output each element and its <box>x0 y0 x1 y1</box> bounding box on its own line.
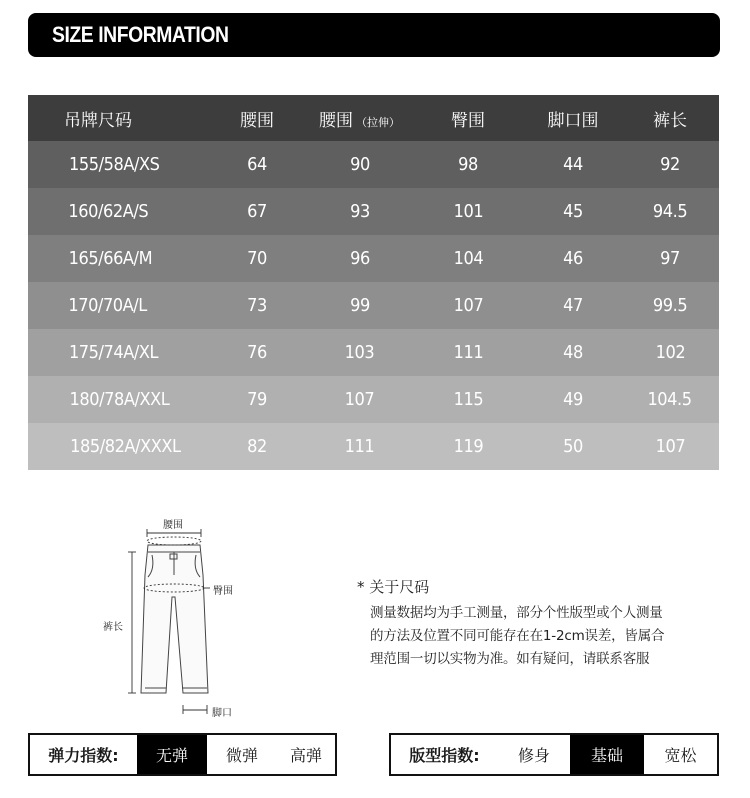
cell-value: 92 <box>660 154 680 175</box>
cell-value: 119 <box>453 436 483 457</box>
header-hip: 臀围 <box>451 110 485 131</box>
elasticity-index <box>28 733 337 776</box>
cell-value: 82 <box>247 436 267 457</box>
cell-value: 104.5 <box>647 389 693 410</box>
cell-value: 111 <box>453 342 483 363</box>
size-cell <box>28 282 206 329</box>
header-waist-stretched-label: 腰围 <box>319 110 353 131</box>
measure-cell <box>621 282 719 329</box>
measure-cell <box>411 423 525 470</box>
size-note <box>357 576 717 671</box>
measure-cell <box>308 376 411 423</box>
measure-cell <box>525 188 621 235</box>
cell-value: 47 <box>563 295 583 316</box>
fit-option-loose[interactable]: 宽松 <box>664 746 697 765</box>
measure-cell <box>206 423 308 470</box>
cell-value: 46 <box>563 248 583 269</box>
size-cell <box>28 329 206 376</box>
measure-cell <box>308 235 411 282</box>
cell-value: 96 <box>349 248 370 269</box>
fit-option-regular[interactable]: 基础 <box>570 735 644 774</box>
measure-cell <box>525 282 621 329</box>
note-line: 测量数据均为手工测量，部分个性版型或个人测量 <box>370 605 663 621</box>
cell-value: 175/74A/XL <box>68 342 159 363</box>
elasticity-option-slight[interactable]: 微弹 <box>225 746 258 765</box>
measure-cell <box>411 235 525 282</box>
page-title: SIZE INFORMATION <box>52 22 229 47</box>
cell-value: 165/66A/M <box>68 248 153 269</box>
size-cell <box>28 376 206 423</box>
cell-value: 67 <box>247 201 267 222</box>
cell-value: 93 <box>349 201 370 222</box>
measure-cell <box>206 282 308 329</box>
measure-cell <box>308 423 411 470</box>
cell-value: 104 <box>453 248 483 269</box>
fit-index <box>389 733 719 776</box>
cell-value: 50 <box>563 436 583 457</box>
cell-value: 98 <box>458 154 478 175</box>
size-cell <box>28 235 206 282</box>
note-body <box>357 602 717 671</box>
cell-value: 103 <box>344 342 375 363</box>
table-row <box>28 423 719 470</box>
cell-value: 115 <box>453 389 483 410</box>
hem-label: 脚口 <box>212 708 232 719</box>
fit-option-slim[interactable]: 修身 <box>517 746 550 765</box>
waist-label: 腰围 <box>163 520 183 531</box>
header-waist: 腰围 <box>240 110 274 131</box>
cell-value: 102 <box>655 342 685 363</box>
measure-cell <box>525 423 621 470</box>
elasticity-label: 弹力指数: <box>48 746 119 765</box>
pants-diagram-icon <box>95 515 245 720</box>
measure-cell <box>411 188 525 235</box>
measure-cell <box>411 141 525 188</box>
note-line: 理范围一切以实物为准。如有疑问，请联系客服 <box>370 651 650 667</box>
size-cell <box>28 423 206 470</box>
cell-value: 49 <box>563 389 583 410</box>
table-row <box>28 329 719 376</box>
size-cell <box>28 188 206 235</box>
table-row <box>28 235 719 282</box>
measure-cell <box>621 141 719 188</box>
measure-cell <box>525 329 621 376</box>
cell-value: 97 <box>660 248 680 269</box>
cell-value: 48 <box>563 342 583 363</box>
fit-label: 版型指数: <box>409 746 480 765</box>
measure-cell <box>621 329 719 376</box>
table-header-row <box>28 95 719 141</box>
cell-value: 170/70A/L <box>68 295 147 316</box>
cell-value: 90 <box>349 154 370 175</box>
measure-cell <box>525 235 621 282</box>
cell-value: 70 <box>247 248 267 269</box>
length-label: 裤长 <box>103 622 123 633</box>
table-row <box>28 188 719 235</box>
cell-value: 107 <box>453 295 483 316</box>
table-row <box>28 376 719 423</box>
header-length: 裤长 <box>653 110 687 131</box>
measure-cell <box>525 141 621 188</box>
cell-value: 79 <box>247 389 267 410</box>
size-cell <box>28 141 206 188</box>
measure-cell <box>525 376 621 423</box>
cell-value: 107 <box>655 436 685 457</box>
elasticity-option-none[interactable]: 无弹 <box>137 735 207 774</box>
cell-value: 160/62A/S <box>68 201 149 222</box>
cell-value: 76 <box>247 342 267 363</box>
cell-value: 99.5 <box>652 295 688 316</box>
measure-cell <box>206 376 308 423</box>
cell-value: 73 <box>247 295 267 316</box>
measure-cell <box>411 376 525 423</box>
measure-cell <box>308 282 411 329</box>
title-bar <box>28 13 720 57</box>
measure-cell <box>411 329 525 376</box>
measure-cell <box>621 188 719 235</box>
measure-cell <box>621 423 719 470</box>
cell-value: 107 <box>344 389 375 410</box>
hip-label: 臀围 <box>213 586 233 597</box>
measure-cell <box>206 329 308 376</box>
measure-cell <box>308 188 411 235</box>
table-row <box>28 282 719 329</box>
cell-value: 155/58A/XS <box>69 154 160 175</box>
measure-cell <box>308 141 411 188</box>
elasticity-option-high[interactable]: 高弹 <box>289 746 322 765</box>
cell-value: 185/82A/XXXL <box>70 436 181 457</box>
measure-cell <box>621 235 719 282</box>
cell-value: 64 <box>247 154 267 175</box>
cell-value: 99 <box>349 295 370 316</box>
size-table <box>28 95 719 470</box>
note-title: * 关于尺码 <box>357 578 430 596</box>
cell-value: 180/78A/XXL <box>69 389 170 410</box>
header-waist-stretched <box>308 95 411 141</box>
measure-cell <box>308 329 411 376</box>
header-hem: 脚口围 <box>547 110 599 131</box>
measure-cell <box>411 282 525 329</box>
measure-cell <box>206 141 308 188</box>
cell-value: 94.5 <box>652 201 688 222</box>
measure-cell <box>621 376 719 423</box>
cell-value: 45 <box>563 201 583 222</box>
table-row <box>28 141 719 188</box>
note-line: 的方法及位置不同可能存在在1-2cm误差，皆属合 <box>370 628 665 644</box>
cell-value: 111 <box>344 436 375 457</box>
measure-cell <box>206 235 308 282</box>
cell-value: 101 <box>453 201 483 222</box>
header-tag-size: 吊牌尺码 <box>64 110 132 131</box>
cell-value: 44 <box>563 154 583 175</box>
header-stretch-note: （拉伸） <box>356 115 400 129</box>
measure-cell <box>206 188 308 235</box>
